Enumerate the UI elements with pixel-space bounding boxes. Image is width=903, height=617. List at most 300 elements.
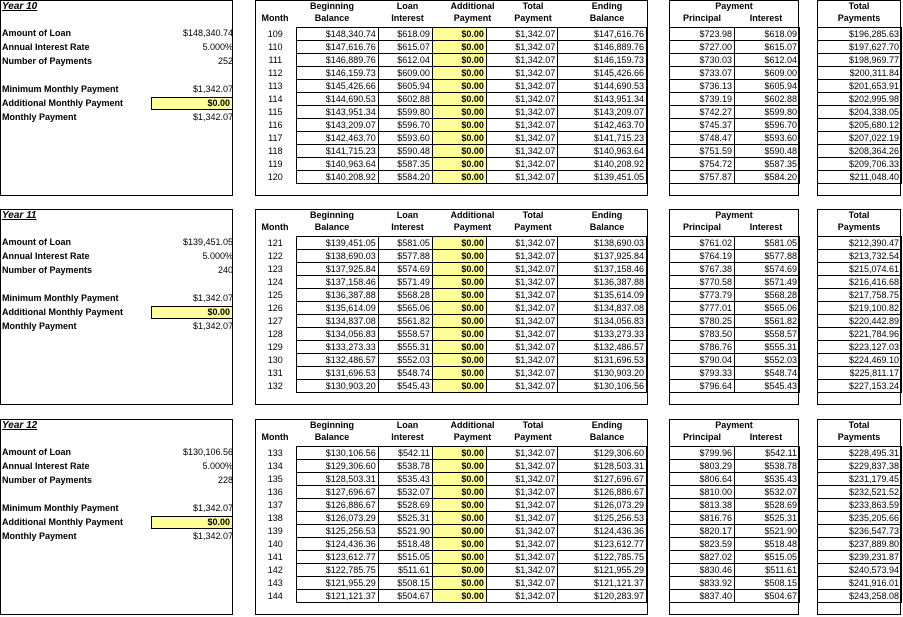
total-payments-cell[interactable]: $236,547.73 (818, 525, 902, 538)
loan-interest-cell[interactable]: $618.09 (378, 28, 432, 41)
additional-payment-cell[interactable]: $0.00 (432, 447, 486, 460)
ending-balance-cell[interactable]: $127,696.67 (558, 473, 647, 486)
principal-cell[interactable]: $810.00 (670, 486, 735, 499)
monthly-payment-value[interactable]: $1,342.07 (192, 531, 233, 541)
principal-cell[interactable]: $820.17 (670, 525, 735, 538)
ending-balance-cell[interactable]: $145,426.66 (558, 67, 647, 80)
min-payment-value[interactable]: $1,342.07 (192, 293, 233, 303)
total-payment-cell[interactable]: $1,342.07 (486, 289, 557, 302)
loan-interest-cell[interactable]: $609.00 (378, 67, 432, 80)
total-payment-cell[interactable]: $1,342.07 (486, 93, 557, 106)
total-payments-cell[interactable]: $225,811.17 (818, 367, 902, 380)
loan-interest-cell[interactable]: $590.48 (378, 145, 432, 158)
interest-cell[interactable]: $555.31 (735, 341, 800, 354)
month-cell[interactable]: 111 (255, 54, 296, 67)
total-payments-cell[interactable]: $233,863.59 (818, 499, 902, 512)
loan-interest-cell[interactable]: $525.31 (378, 512, 432, 525)
month-cell[interactable]: 141 (255, 551, 296, 564)
total-payment-cell[interactable]: $1,342.07 (486, 263, 557, 276)
principal-cell[interactable]: $757.87 (670, 171, 735, 184)
payments-value[interactable]: 252 (217, 56, 233, 66)
beginning-balance-cell[interactable]: $136,387.88 (296, 289, 378, 302)
loan-interest-cell[interactable]: $565.06 (378, 302, 432, 315)
loan-interest-cell[interactable]: $538.78 (378, 460, 432, 473)
loan-interest-cell[interactable]: $508.15 (378, 577, 432, 590)
beginning-balance-cell[interactable]: $122,785.75 (296, 564, 378, 577)
ending-balance-cell[interactable]: $143,951.34 (558, 93, 647, 106)
loan-interest-cell[interactable]: $571.49 (378, 276, 432, 289)
ending-balance-cell[interactable]: $130,106.56 (558, 380, 647, 393)
total-payment-cell[interactable]: $1,342.07 (486, 473, 557, 486)
total-payments-cell[interactable]: $201,653.91 (818, 80, 902, 93)
month-cell[interactable]: 116 (255, 119, 296, 132)
interest-cell[interactable]: $504.67 (735, 590, 800, 603)
beginning-balance-cell[interactable]: $147,616.76 (296, 41, 378, 54)
loan-interest-cell[interactable]: $518.48 (378, 538, 432, 551)
total-payments-cell[interactable]: $215,074.61 (818, 263, 902, 276)
principal-cell[interactable]: $770.58 (670, 276, 735, 289)
principal-cell[interactable]: $790.04 (670, 354, 735, 367)
total-payment-cell[interactable]: $1,342.07 (486, 525, 557, 538)
principal-cell[interactable]: $767.38 (670, 263, 735, 276)
month-cell[interactable]: 117 (255, 132, 296, 145)
additional-payment-cell[interactable]: $0.00 (432, 93, 486, 106)
loan-interest-cell[interactable]: $545.43 (378, 380, 432, 393)
add-payment-input[interactable]: $0.00 (151, 306, 233, 319)
beginning-balance-cell[interactable]: $132,486.57 (296, 354, 378, 367)
ending-balance-cell[interactable]: $139,451.05 (558, 171, 647, 184)
beginning-balance-cell[interactable]: $142,463.70 (296, 132, 378, 145)
principal-cell[interactable]: $783.50 (670, 328, 735, 341)
interest-cell[interactable]: $571.49 (735, 276, 800, 289)
month-cell[interactable]: 110 (255, 41, 296, 54)
ending-balance-cell[interactable]: $125,256.53 (558, 512, 647, 525)
loan-interest-cell[interactable]: $561.82 (378, 315, 432, 328)
additional-payment-cell[interactable]: $0.00 (432, 380, 486, 393)
principal-cell[interactable]: $754.72 (670, 158, 735, 171)
additional-payment-cell[interactable]: $0.00 (432, 132, 486, 145)
total-payments-cell[interactable]: $227,153.24 (818, 380, 902, 393)
loan-interest-cell[interactable]: $558.57 (378, 328, 432, 341)
total-payment-cell[interactable]: $1,342.07 (486, 590, 557, 603)
beginning-balance-cell[interactable]: $123,612.77 (296, 551, 378, 564)
loan-interest-cell[interactable]: $602.88 (378, 93, 432, 106)
month-cell[interactable]: 128 (255, 328, 296, 341)
total-payment-cell[interactable]: $1,342.07 (486, 158, 557, 171)
additional-payment-cell[interactable]: $0.00 (432, 367, 486, 380)
min-payment-value[interactable]: $1,342.07 (192, 84, 233, 94)
interest-cell[interactable]: $511.61 (735, 564, 800, 577)
month-cell[interactable]: 131 (255, 367, 296, 380)
interest-cell[interactable]: $609.00 (735, 67, 800, 80)
ending-balance-cell[interactable]: $138,690.03 (558, 237, 647, 250)
interest-cell[interactable]: $561.82 (735, 315, 800, 328)
month-cell[interactable]: 109 (255, 28, 296, 41)
beginning-balance-cell[interactable]: $131,696.53 (296, 367, 378, 380)
principal-cell[interactable]: $723.98 (670, 28, 735, 41)
ending-balance-cell[interactable]: $144,690.53 (558, 80, 647, 93)
additional-payment-cell[interactable]: $0.00 (432, 460, 486, 473)
principal-cell[interactable]: $796.64 (670, 380, 735, 393)
total-payment-cell[interactable]: $1,342.07 (486, 119, 557, 132)
principal-cell[interactable]: $837.40 (670, 590, 735, 603)
principal-cell[interactable]: $830.46 (670, 564, 735, 577)
principal-cell[interactable]: $733.07 (670, 67, 735, 80)
ending-balance-cell[interactable]: $129,306.60 (558, 447, 647, 460)
month-cell[interactable]: 134 (255, 460, 296, 473)
total-payments-cell[interactable]: $228,495.31 (818, 447, 902, 460)
additional-payment-cell[interactable]: $0.00 (432, 354, 486, 367)
total-payments-cell[interactable]: $217,758.75 (818, 289, 902, 302)
interest-cell[interactable]: $521.90 (735, 525, 800, 538)
total-payment-cell[interactable]: $1,342.07 (486, 80, 557, 93)
interest-cell[interactable]: $581.05 (735, 237, 800, 250)
ending-balance-cell[interactable]: $126,886.67 (558, 486, 647, 499)
additional-payment-cell[interactable]: $0.00 (432, 250, 486, 263)
amount-value[interactable]: $148,340.74 (182, 28, 233, 38)
loan-interest-cell[interactable]: $612.04 (378, 54, 432, 67)
ending-balance-cell[interactable]: $126,073.29 (558, 499, 647, 512)
loan-interest-cell[interactable]: $532.07 (378, 486, 432, 499)
ending-balance-cell[interactable]: $147,616.76 (558, 28, 647, 41)
beginning-balance-cell[interactable]: $121,121.37 (296, 590, 378, 603)
additional-payment-cell[interactable]: $0.00 (432, 171, 486, 184)
add-payment-input[interactable]: $0.00 (151, 97, 233, 110)
total-payment-cell[interactable]: $1,342.07 (486, 551, 557, 564)
additional-payment-cell[interactable]: $0.00 (432, 328, 486, 341)
total-payments-cell[interactable]: $208,364.26 (818, 145, 902, 158)
loan-interest-cell[interactable]: $593.60 (378, 132, 432, 145)
interest-cell[interactable]: $568.28 (735, 289, 800, 302)
month-cell[interactable]: 124 (255, 276, 296, 289)
loan-interest-cell[interactable]: $511.61 (378, 564, 432, 577)
total-payment-cell[interactable]: $1,342.07 (486, 276, 557, 289)
rate-value[interactable]: 5.000% (202, 42, 233, 52)
beginning-balance-cell[interactable]: $133,273.33 (296, 341, 378, 354)
loan-interest-cell[interactable]: $587.35 (378, 158, 432, 171)
total-payment-cell[interactable]: $1,342.07 (486, 67, 557, 80)
total-payments-cell[interactable]: $202,995.98 (818, 93, 902, 106)
interest-cell[interactable]: $618.09 (735, 28, 800, 41)
month-cell[interactable]: 140 (255, 538, 296, 551)
ending-balance-cell[interactable]: $130,903.20 (558, 367, 647, 380)
beginning-balance-cell[interactable]: $126,886.67 (296, 499, 378, 512)
month-cell[interactable]: 119 (255, 158, 296, 171)
total-payment-cell[interactable]: $1,342.07 (486, 538, 557, 551)
loan-interest-cell[interactable]: $552.03 (378, 354, 432, 367)
month-cell[interactable]: 132 (255, 380, 296, 393)
additional-payment-cell[interactable]: $0.00 (432, 67, 486, 80)
principal-cell[interactable]: $730.03 (670, 54, 735, 67)
month-cell[interactable]: 115 (255, 106, 296, 119)
additional-payment-cell[interactable]: $0.00 (432, 80, 486, 93)
month-cell[interactable]: 127 (255, 315, 296, 328)
additional-payment-cell[interactable]: $0.00 (432, 564, 486, 577)
ending-balance-cell[interactable]: $120,283.97 (558, 590, 647, 603)
ending-balance-cell[interactable]: $131,696.53 (558, 354, 647, 367)
total-payment-cell[interactable]: $1,342.07 (486, 447, 557, 460)
month-cell[interactable]: 138 (255, 512, 296, 525)
total-payments-cell[interactable]: $243,258.08 (818, 590, 902, 603)
total-payment-cell[interactable]: $1,342.07 (486, 132, 557, 145)
additional-payment-cell[interactable]: $0.00 (432, 106, 486, 119)
total-payment-cell[interactable]: $1,342.07 (486, 564, 557, 577)
ending-balance-cell[interactable]: $137,158.46 (558, 263, 647, 276)
interest-cell[interactable]: $518.48 (735, 538, 800, 551)
total-payments-cell[interactable]: $212,390.47 (818, 237, 902, 250)
principal-cell[interactable]: $813.38 (670, 499, 735, 512)
total-payments-cell[interactable]: $197,627.70 (818, 41, 902, 54)
ending-balance-cell[interactable]: $136,387.88 (558, 276, 647, 289)
additional-payment-cell[interactable]: $0.00 (432, 276, 486, 289)
principal-cell[interactable]: $777.01 (670, 302, 735, 315)
additional-payment-cell[interactable]: $0.00 (432, 590, 486, 603)
total-payments-cell[interactable]: $231,179.45 (818, 473, 902, 486)
beginning-balance-cell[interactable]: $126,073.29 (296, 512, 378, 525)
interest-cell[interactable]: $587.35 (735, 158, 800, 171)
interest-cell[interactable]: $545.43 (735, 380, 800, 393)
rate-value[interactable]: 5.000% (202, 251, 233, 261)
additional-payment-cell[interactable]: $0.00 (432, 145, 486, 158)
month-cell[interactable]: 136 (255, 486, 296, 499)
beginning-balance-cell[interactable]: $128,503.31 (296, 473, 378, 486)
ending-balance-cell[interactable]: $141,715.23 (558, 132, 647, 145)
total-payments-cell[interactable]: $235,205.66 (818, 512, 902, 525)
ending-balance-cell[interactable]: $140,208.92 (558, 158, 647, 171)
total-payments-cell[interactable]: $209,706.33 (818, 158, 902, 171)
interest-cell[interactable]: $535.43 (735, 473, 800, 486)
total-payments-cell[interactable]: $204,338.05 (818, 106, 902, 119)
ending-balance-cell[interactable]: $124,436.36 (558, 525, 647, 538)
ending-balance-cell[interactable]: $135,614.09 (558, 289, 647, 302)
ending-balance-cell[interactable]: $140,963.64 (558, 145, 647, 158)
ending-balance-cell[interactable]: $133,273.33 (558, 328, 647, 341)
beginning-balance-cell[interactable]: $140,208.92 (296, 171, 378, 184)
additional-payment-cell[interactable]: $0.00 (432, 577, 486, 590)
interest-cell[interactable]: $612.04 (735, 54, 800, 67)
monthly-payment-value[interactable]: $1,342.07 (192, 321, 233, 331)
loan-interest-cell[interactable]: $596.70 (378, 119, 432, 132)
total-payment-cell[interactable]: $1,342.07 (486, 380, 557, 393)
loan-interest-cell[interactable]: $542.11 (378, 447, 432, 460)
month-cell[interactable]: 114 (255, 93, 296, 106)
loan-interest-cell[interactable]: $521.90 (378, 525, 432, 538)
loan-interest-cell[interactable]: $555.31 (378, 341, 432, 354)
interest-cell[interactable]: $565.06 (735, 302, 800, 315)
ending-balance-cell[interactable]: $146,889.76 (558, 41, 647, 54)
month-cell[interactable]: 144 (255, 590, 296, 603)
additional-payment-cell[interactable]: $0.00 (432, 289, 486, 302)
principal-cell[interactable]: $748.47 (670, 132, 735, 145)
total-payments-cell[interactable]: $207,022.19 (818, 132, 902, 145)
beginning-balance-cell[interactable]: $137,158.46 (296, 276, 378, 289)
interest-cell[interactable]: $590.48 (735, 145, 800, 158)
total-payments-cell[interactable]: $229,837.38 (818, 460, 902, 473)
loan-interest-cell[interactable]: $535.43 (378, 473, 432, 486)
interest-cell[interactable]: $528.69 (735, 499, 800, 512)
loan-interest-cell[interactable]: $528.69 (378, 499, 432, 512)
month-cell[interactable]: 139 (255, 525, 296, 538)
additional-payment-cell[interactable]: $0.00 (432, 499, 486, 512)
additional-payment-cell[interactable]: $0.00 (432, 54, 486, 67)
total-payment-cell[interactable]: $1,342.07 (486, 577, 557, 590)
total-payments-cell[interactable]: $240,573.94 (818, 564, 902, 577)
beginning-balance-cell[interactable]: $145,426.66 (296, 80, 378, 93)
loan-interest-cell[interactable]: $599.80 (378, 106, 432, 119)
additional-payment-cell[interactable]: $0.00 (432, 302, 486, 315)
additional-payment-cell[interactable]: $0.00 (432, 263, 486, 276)
month-cell[interactable]: 113 (255, 80, 296, 93)
month-cell[interactable]: 118 (255, 145, 296, 158)
total-payments-cell[interactable]: $198,969.77 (818, 54, 902, 67)
beginning-balance-cell[interactable]: $139,451.05 (296, 237, 378, 250)
interest-cell[interactable]: $605.94 (735, 80, 800, 93)
loan-interest-cell[interactable]: $548.74 (378, 367, 432, 380)
interest-cell[interactable]: $525.31 (735, 512, 800, 525)
total-payment-cell[interactable]: $1,342.07 (486, 237, 557, 250)
interest-cell[interactable]: $593.60 (735, 132, 800, 145)
beginning-balance-cell[interactable]: $143,209.07 (296, 119, 378, 132)
loan-interest-cell[interactable]: $515.05 (378, 551, 432, 564)
month-cell[interactable]: 137 (255, 499, 296, 512)
beginning-balance-cell[interactable]: $125,256.53 (296, 525, 378, 538)
total-payment-cell[interactable]: $1,342.07 (486, 460, 557, 473)
principal-cell[interactable]: $806.64 (670, 473, 735, 486)
total-payment-cell[interactable]: $1,342.07 (486, 54, 557, 67)
loan-interest-cell[interactable]: $581.05 (378, 237, 432, 250)
beginning-balance-cell[interactable]: $138,690.03 (296, 250, 378, 263)
beginning-balance-cell[interactable]: $134,056.83 (296, 328, 378, 341)
ending-balance-cell[interactable]: $146,159.73 (558, 54, 647, 67)
total-payments-cell[interactable]: $232,521.52 (818, 486, 902, 499)
interest-cell[interactable]: $596.70 (735, 119, 800, 132)
ending-balance-cell[interactable]: $137,925.84 (558, 250, 647, 263)
principal-cell[interactable]: $742.27 (670, 106, 735, 119)
total-payment-cell[interactable]: $1,342.07 (486, 171, 557, 184)
beginning-balance-cell[interactable]: $146,159.73 (296, 67, 378, 80)
beginning-balance-cell[interactable]: $146,889.76 (296, 54, 378, 67)
ending-balance-cell[interactable]: $128,503.31 (558, 460, 647, 473)
month-cell[interactable]: 142 (255, 564, 296, 577)
beginning-balance-cell[interactable]: $143,951.34 (296, 106, 378, 119)
beginning-balance-cell[interactable]: $134,837.08 (296, 315, 378, 328)
additional-payment-cell[interactable]: $0.00 (432, 512, 486, 525)
principal-cell[interactable]: $739.19 (670, 93, 735, 106)
principal-cell[interactable]: $764.19 (670, 250, 735, 263)
additional-payment-cell[interactable]: $0.00 (432, 237, 486, 250)
payments-value[interactable]: 228 (217, 475, 233, 485)
payments-value[interactable]: 240 (217, 265, 233, 275)
interest-cell[interactable]: $574.69 (735, 263, 800, 276)
beginning-balance-cell[interactable]: $140,963.64 (296, 158, 378, 171)
beginning-balance-cell[interactable]: $121,955.29 (296, 577, 378, 590)
month-cell[interactable]: 120 (255, 171, 296, 184)
principal-cell[interactable]: $827.02 (670, 551, 735, 564)
month-cell[interactable]: 123 (255, 263, 296, 276)
principal-cell[interactable]: $773.79 (670, 289, 735, 302)
additional-payment-cell[interactable]: $0.00 (432, 341, 486, 354)
total-payments-cell[interactable]: $211,048.40 (818, 171, 902, 184)
ending-balance-cell[interactable]: $121,955.29 (558, 564, 647, 577)
total-payment-cell[interactable]: $1,342.07 (486, 41, 557, 54)
beginning-balance-cell[interactable]: $124,436.36 (296, 538, 378, 551)
interest-cell[interactable]: $515.05 (735, 551, 800, 564)
principal-cell[interactable]: $823.59 (670, 538, 735, 551)
additional-payment-cell[interactable]: $0.00 (432, 525, 486, 538)
principal-cell[interactable]: $727.00 (670, 41, 735, 54)
principal-cell[interactable]: $745.37 (670, 119, 735, 132)
rate-value[interactable]: 5.000% (202, 461, 233, 471)
loan-interest-cell[interactable]: $568.28 (378, 289, 432, 302)
additional-payment-cell[interactable]: $0.00 (432, 28, 486, 41)
beginning-balance-cell[interactable]: $129,306.60 (296, 460, 378, 473)
interest-cell[interactable]: $584.20 (735, 171, 800, 184)
principal-cell[interactable]: $761.02 (670, 237, 735, 250)
total-payment-cell[interactable]: $1,342.07 (486, 486, 557, 499)
beginning-balance-cell[interactable]: $137,925.84 (296, 263, 378, 276)
principal-cell[interactable]: $833.92 (670, 577, 735, 590)
principal-cell[interactable]: $736.13 (670, 80, 735, 93)
ending-balance-cell[interactable]: $134,056.83 (558, 315, 647, 328)
interest-cell[interactable]: $532.07 (735, 486, 800, 499)
month-cell[interactable]: 143 (255, 577, 296, 590)
total-payment-cell[interactable]: $1,342.07 (486, 341, 557, 354)
ending-balance-cell[interactable]: $121,121.37 (558, 577, 647, 590)
total-payment-cell[interactable]: $1,342.07 (486, 250, 557, 263)
additional-payment-cell[interactable]: $0.00 (432, 158, 486, 171)
total-payments-cell[interactable]: $237,889.80 (818, 538, 902, 551)
ending-balance-cell[interactable]: $132,486.57 (558, 341, 647, 354)
total-payments-cell[interactable]: $216,416.68 (818, 276, 902, 289)
additional-payment-cell[interactable]: $0.00 (432, 486, 486, 499)
ending-balance-cell[interactable]: $143,209.07 (558, 106, 647, 119)
interest-cell[interactable]: $558.57 (735, 328, 800, 341)
month-cell[interactable]: 121 (255, 237, 296, 250)
interest-cell[interactable]: $577.88 (735, 250, 800, 263)
loan-interest-cell[interactable]: $615.07 (378, 41, 432, 54)
interest-cell[interactable]: $508.15 (735, 577, 800, 590)
total-payments-cell[interactable]: $239,231.87 (818, 551, 902, 564)
total-payments-cell[interactable]: $223,127.03 (818, 341, 902, 354)
total-payment-cell[interactable]: $1,342.07 (486, 354, 557, 367)
total-payment-cell[interactable]: $1,342.07 (486, 512, 557, 525)
monthly-payment-value[interactable]: $1,342.07 (192, 112, 233, 122)
total-payments-cell[interactable]: $219,100.82 (818, 302, 902, 315)
add-payment-input[interactable]: $0.00 (151, 516, 233, 529)
ending-balance-cell[interactable]: $134,837.08 (558, 302, 647, 315)
month-cell[interactable]: 129 (255, 341, 296, 354)
additional-payment-cell[interactable]: $0.00 (432, 551, 486, 564)
ending-balance-cell[interactable]: $142,463.70 (558, 119, 647, 132)
total-payments-cell[interactable]: $196,285.63 (818, 28, 902, 41)
loan-interest-cell[interactable]: $504.67 (378, 590, 432, 603)
principal-cell[interactable]: $751.59 (670, 145, 735, 158)
total-payments-cell[interactable]: $213,732.54 (818, 250, 902, 263)
month-cell[interactable]: 133 (255, 447, 296, 460)
total-payments-cell[interactable]: $221,784.96 (818, 328, 902, 341)
month-cell[interactable]: 122 (255, 250, 296, 263)
total-payment-cell[interactable]: $1,342.07 (486, 499, 557, 512)
month-cell[interactable]: 125 (255, 289, 296, 302)
total-payments-cell[interactable]: $200,311.84 (818, 67, 902, 80)
ending-balance-cell[interactable]: $122,785.75 (558, 551, 647, 564)
total-payments-cell[interactable]: $241,916.01 (818, 577, 902, 590)
additional-payment-cell[interactable]: $0.00 (432, 538, 486, 551)
month-cell[interactable]: 126 (255, 302, 296, 315)
principal-cell[interactable]: $780.25 (670, 315, 735, 328)
ending-balance-cell[interactable]: $123,612.77 (558, 538, 647, 551)
beginning-balance-cell[interactable]: $127,696.67 (296, 486, 378, 499)
